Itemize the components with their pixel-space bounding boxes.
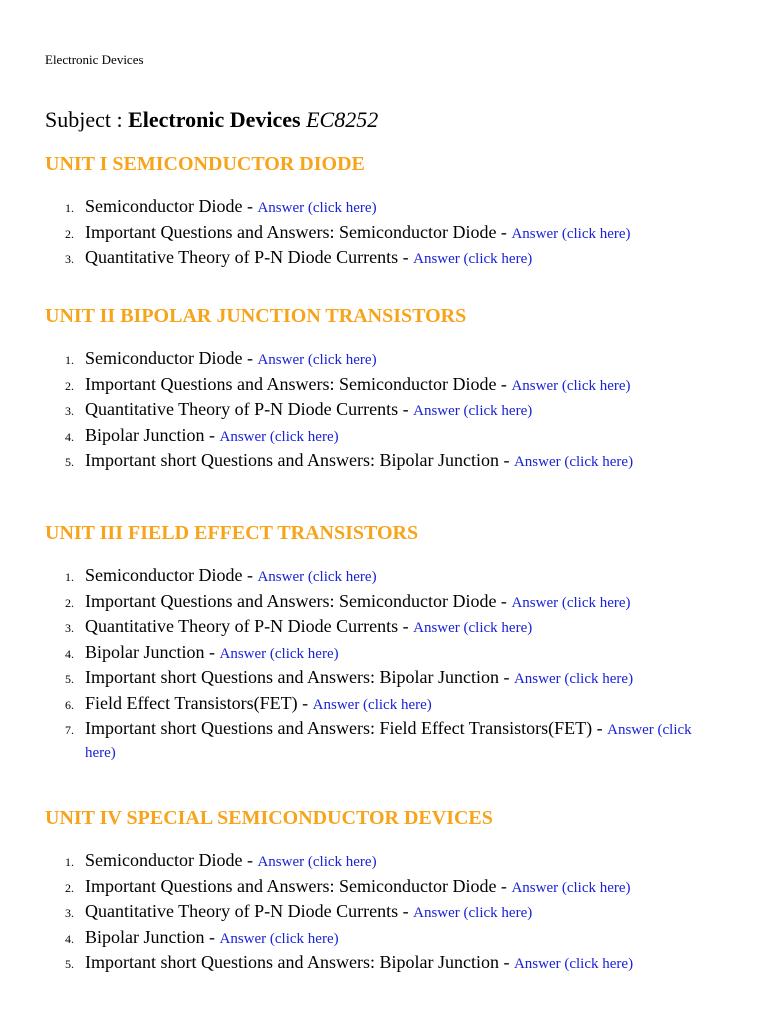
topic-list [45, 850, 735, 975]
list-item [45, 348, 710, 371]
list-item [45, 642, 710, 665]
list-item-number: 1. [65, 855, 74, 869]
list-item-number: 2. [65, 595, 74, 610]
running-header: Electronic Devices [45, 52, 144, 67]
list-item-text: Important short Questions and Answers: Bipolar Junction - [85, 450, 514, 470]
list-item-text: Bipolar Junction - [85, 926, 220, 947]
subject-name: Electronic Devices [128, 107, 301, 132]
list-item [45, 222, 710, 245]
list-item [45, 850, 710, 873]
list-item-number: 5. [65, 672, 74, 686]
answer-link[interactable]: Answer (click here) [413, 251, 533, 267]
answer-link[interactable]: Answer (click here) [219, 645, 339, 662]
subject-line [45, 106, 378, 134]
answer-link[interactable]: Answer (click here) [219, 428, 339, 445]
list-item-text: Bipolar Junction - [85, 424, 220, 445]
topic-list [45, 565, 735, 764]
answer-link[interactable]: Answer (click here) [257, 569, 377, 585]
answer-link[interactable]: Answer (click here) [257, 854, 377, 870]
list-item [45, 718, 710, 764]
answer-link[interactable]: Answer (click here) [257, 200, 377, 216]
answer-link[interactable]: Answer (click here) [85, 722, 692, 761]
list-item [45, 591, 710, 614]
list-item-text: Important Questions and Answers: Semiconductor Diode - [85, 590, 512, 611]
topic-list [45, 196, 735, 270]
topic-list [45, 348, 735, 473]
list-item-text: Quantitative Theory of P-N Diode Currents - [85, 616, 414, 636]
answer-link[interactable]: Answer (click here) [312, 696, 432, 713]
list-item-number: 3. [65, 404, 74, 418]
list-item [45, 952, 710, 975]
list-item-text: Field Effect Transistors(FET) - [85, 692, 313, 713]
answer-link[interactable]: Answer (click here) [513, 956, 634, 972]
unit-heading: UNIT IV SPECIAL SEMICONDUCTOR DEVICES [45, 807, 493, 829]
list-item [45, 667, 710, 690]
list-item-text: Quantitative Theory of P-N Diode Currents - [85, 399, 414, 419]
list-item-text: Important short Questions and Answers: Bipolar Junction - [85, 667, 514, 687]
list-item-number: 2. [65, 880, 74, 895]
list-item-text: Semiconductor Diode - [85, 850, 258, 870]
answer-link[interactable]: Answer (click here) [511, 594, 631, 611]
list-item-number: 7. [65, 723, 74, 737]
list-item-number: 6. [65, 697, 74, 712]
list-item-text: Important short Questions and Answers: Field Effect Transistors(FET) - [85, 718, 608, 738]
list-item [45, 616, 710, 639]
unit-heading: UNIT II BIPOLAR JUNCTION TRANSISTORS [45, 305, 467, 327]
list-item-number: 5. [65, 957, 74, 971]
unit-section [45, 304, 735, 470]
list-item-number: 3. [65, 252, 74, 266]
list-item [45, 247, 710, 270]
unit-heading: UNIT I SEMICONDUCTOR DIODE [45, 153, 365, 175]
answer-link[interactable]: Answer (click here) [219, 930, 339, 947]
subject-code: EC8252 [306, 107, 379, 132]
list-item [45, 196, 710, 219]
subject-label: Subject : [45, 107, 129, 132]
list-item [45, 565, 710, 588]
list-item-text: Semiconductor Diode - [85, 196, 258, 216]
list-item-number: 2. [65, 378, 74, 393]
list-item-number: 3. [65, 621, 74, 635]
list-item-number: 1. [65, 353, 74, 367]
list-item-text: Important short Questions and Answers: Bipolar Junction - [85, 952, 514, 972]
list-item [45, 399, 710, 422]
list-item-number: 5. [65, 455, 74, 469]
list-item-text: Important Questions and Answers: Semiconductor Diode - [85, 373, 512, 394]
list-item-number: 2. [65, 226, 74, 241]
list-item-text: Quantitative Theory of P-N Diode Currents - [85, 901, 414, 921]
list-item [45, 374, 710, 397]
list-item-number: 3. [65, 906, 74, 920]
unit-section [45, 806, 735, 972]
list-item [45, 693, 710, 716]
list-item-text: Quantitative Theory of P-N Diode Currents - [85, 247, 414, 267]
answer-link[interactable]: Answer (click here) [511, 879, 631, 896]
list-item-text: Semiconductor Diode - [85, 565, 258, 585]
list-item [45, 876, 710, 899]
answer-link[interactable]: Answer (click here) [413, 620, 533, 636]
list-item [45, 901, 710, 924]
unit-section [45, 152, 735, 267]
unit-section [45, 521, 735, 761]
list-item-text: Bipolar Junction - [85, 641, 220, 662]
answer-link[interactable]: Answer (click here) [511, 225, 631, 242]
list-item-number: 1. [65, 570, 74, 584]
answer-link[interactable]: Answer (click here) [511, 377, 631, 394]
list-item-text: Important Questions and Answers: Semiconductor Diode - [85, 875, 512, 896]
answer-link[interactable]: Answer (click here) [257, 352, 377, 368]
answer-link[interactable]: Answer (click here) [413, 905, 533, 921]
list-item-text: Important Questions and Answers: Semiconductor Diode - [85, 221, 512, 242]
unit-heading: UNIT III FIELD EFFECT TRANSISTORS [45, 522, 419, 544]
list-item [45, 927, 710, 950]
list-item [45, 425, 710, 448]
answer-link[interactable]: Answer (click here) [513, 454, 634, 470]
answer-link[interactable]: Answer (click here) [413, 403, 533, 419]
list-item-number: 4. [65, 429, 74, 444]
answer-link[interactable]: Answer (click here) [513, 671, 634, 687]
list-item-text: Semiconductor Diode - [85, 348, 258, 368]
list-item-number: 1. [65, 201, 74, 215]
list-item-number: 4. [65, 646, 74, 661]
list-item [45, 450, 710, 473]
list-item-number: 4. [65, 931, 74, 946]
